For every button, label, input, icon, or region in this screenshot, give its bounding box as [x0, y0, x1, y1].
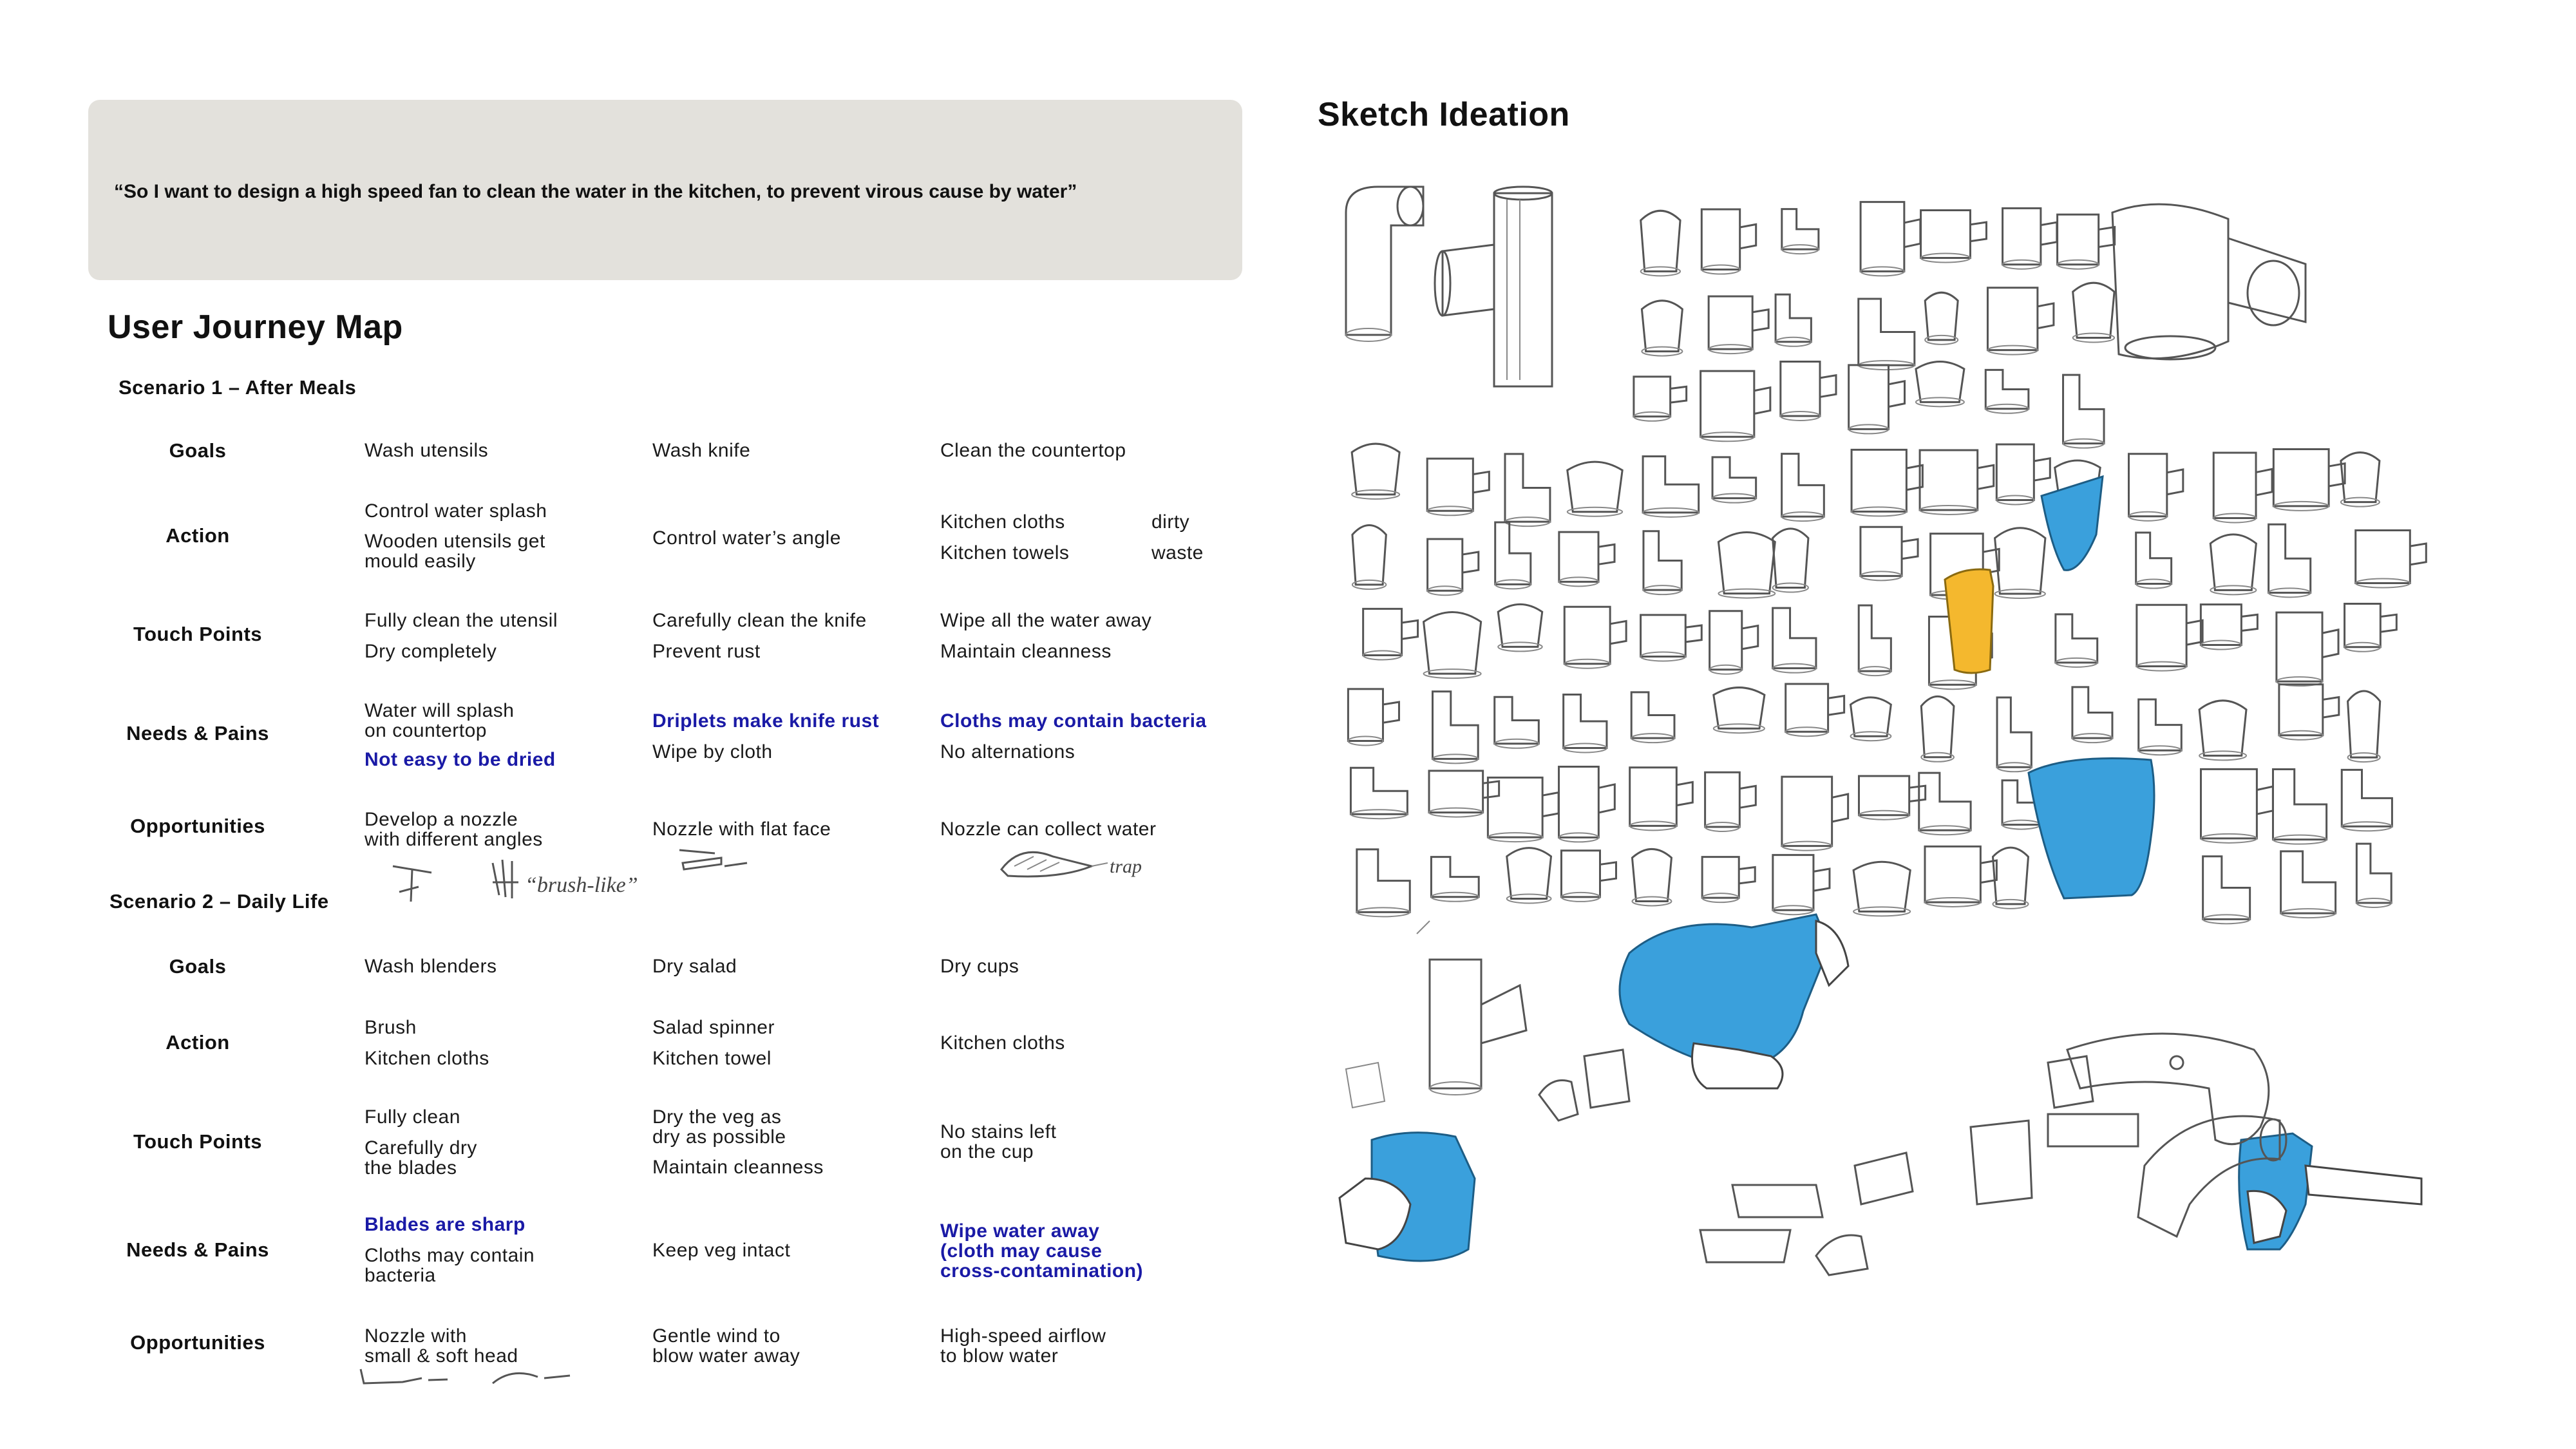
s1-needs-2: Driplets make knife rust Wipe by cloth: [652, 710, 880, 762]
s1-action-2: Control water’s angle: [652, 527, 841, 549]
s2-touch-3: No stains left on the cup: [940, 1121, 1057, 1162]
nozzle-sketch: [1507, 848, 1551, 899]
nozzle-sketch: [1424, 612, 1481, 674]
nozzle-sketch: [1852, 450, 1922, 511]
nozzle-sketch: [2273, 450, 2345, 506]
nozzle-sketch: [1352, 444, 1399, 495]
nozzle-sketch: [1919, 773, 1971, 830]
s1-action-3: Kitchen cloths Kitchen towels: [940, 511, 1070, 564]
s2-needs-1: Blades are sharp Cloths may contain bacteria: [365, 1214, 535, 1286]
nozzle-sketch: [1709, 296, 1768, 349]
nozzle-sketch: [1495, 697, 1539, 744]
s1-label-touch-points: Touch Points: [133, 623, 263, 645]
nozzle-sketch: [1714, 688, 1765, 729]
s1-opp-1: Develop a nozzle with different angles: [365, 809, 543, 850]
nozzle-sketch: [1348, 689, 1399, 741]
nozzle-sketch: [2277, 612, 2338, 681]
s1-touch-3: Wipe all the water away Maintain cleanness: [940, 610, 1152, 662]
nozzle-sketch: [1712, 457, 1756, 498]
nozzle-sketch: [1431, 857, 1479, 897]
nozzle-sketch: [2136, 533, 2172, 584]
nozzle-sketch: [2139, 699, 2182, 750]
s2-action-1: Brush Kitchen cloths: [365, 1017, 489, 1069]
nozzle-sketch: [1921, 696, 1954, 757]
s2-goal-2: Dry salad: [652, 956, 737, 977]
s1-opp-2: Nozzle with flat face: [652, 819, 831, 840]
s2-opp-1-doodle: [357, 1364, 583, 1390]
s2-needs-3: Wipe water away (cloth may cause cross-contamination): [940, 1220, 1144, 1282]
nozzle-sketch: [2129, 454, 2183, 516]
nozzle-sketch: [1773, 855, 1830, 911]
nozzle-sketch: [2210, 535, 2256, 590]
s2-opp-1: Nozzle with small & soft head: [365, 1325, 518, 1367]
s2-label-opportunities: Opportunities: [130, 1331, 265, 1354]
nozzle-sketch: [2269, 524, 2311, 592]
s1-label-needs-pains: Needs & Pains: [126, 722, 269, 744]
nozzle-sketch: [1851, 697, 1891, 736]
nozzle-sketch: [1782, 777, 1848, 846]
nozzle-sketch: [2213, 453, 2272, 518]
s1-doodle-brush-note: “brush-like”: [525, 873, 638, 897]
nozzle-sketch: [1561, 851, 1616, 897]
nozzle-sketch: [2072, 687, 2112, 738]
nozzle-sketch: [1357, 849, 1410, 913]
nozzle-sketch: [2003, 208, 2057, 264]
s1-action-1: Control water splash Wooden utensils get mould easily: [365, 500, 547, 572]
nozzle-sketch: [1987, 288, 2053, 350]
nozzle-sketch: [1925, 846, 1996, 902]
s1-opp-3-doodle: [995, 840, 1175, 886]
nozzle-sketch: [2279, 685, 2339, 735]
nozzle-sketch: [2345, 603, 2397, 647]
s1-goal-2: Wash knife: [652, 440, 751, 461]
nozzle-sketch: [1631, 692, 1674, 738]
nozzle-sketch: [1427, 459, 1489, 511]
nozzle-sketch: [2273, 769, 2326, 839]
nozzle-sketch: [1505, 454, 1550, 522]
nozzle-sketch: [1861, 527, 1918, 576]
nozzle-sketch: [2281, 851, 2336, 913]
s1-goal-1: Wash utensils: [365, 440, 489, 461]
nozzle-sketch: [1916, 361, 1964, 402]
nozzle-sketch: [1643, 531, 1681, 590]
nozzle-sketch: [1859, 299, 1915, 365]
nozzle-sketch: [2203, 857, 2250, 920]
nozzle-sketch: [2356, 530, 2427, 583]
nozzle-sketch: [1776, 294, 1811, 342]
nozzle-sketch: [1853, 862, 1910, 911]
nozzle-sketch: [1701, 371, 1770, 437]
nozzle-sketch: [1567, 462, 1622, 512]
s2-touch-2: Dry the veg as dry as possible Maintain cleanness: [652, 1106, 824, 1178]
nozzle-sketch: [1710, 611, 1758, 670]
nozzle-sketch: [1632, 849, 1671, 901]
nozzle-sketch: [1993, 848, 2028, 904]
s2-touch-1: Fully clean Carefully dry the blades: [365, 1106, 477, 1179]
nozzle-sketch: [1781, 362, 1836, 416]
nozzle-sketch: [2342, 770, 2392, 826]
nozzle-sketch: [2356, 844, 2391, 903]
s1-label-goals: Goals: [169, 439, 227, 462]
nozzle-sketch: [1995, 528, 2045, 594]
s2-label-needs-pains: Needs & Pains: [126, 1238, 269, 1261]
nozzle-sketch: [1363, 609, 1418, 655]
s2-goal-3: Dry cups: [940, 956, 1019, 977]
nozzle-sketch: [1428, 539, 1479, 591]
nozzle-sketch: [1925, 292, 1958, 340]
blue-nozzle-sketch-top: [2041, 477, 2103, 570]
nozzle-sketch: [1702, 857, 1755, 898]
nozzle-sketch: [1559, 532, 1615, 582]
s1-opp-2-doodle: [676, 844, 753, 882]
nozzle-sketch: [1498, 604, 1542, 647]
nozzle-sketch: [2058, 214, 2115, 265]
nozzle-sketch: [1559, 766, 1615, 837]
nozzle-sketch: [1642, 301, 1682, 352]
s2-opp-3: High-speed airflow to blow water: [940, 1325, 1106, 1367]
nozzle-sketch: [1861, 202, 1920, 272]
nozzle-sketch: [1643, 457, 1699, 513]
s1-label-opportunities: Opportunities: [130, 815, 265, 837]
nozzle-sketch: [1718, 532, 1775, 593]
s2-label-goals: Goals: [169, 955, 227, 978]
nozzle-sketch: [1705, 772, 1756, 827]
nozzle-sketch: [1433, 692, 1479, 759]
nozzle-sketch: [2201, 769, 2273, 838]
nozzle-sketch: [1849, 365, 1905, 430]
journey-title: User Journey Map: [108, 308, 403, 346]
s1-touch-1: Fully clean the utensil Dry completely: [365, 610, 558, 662]
nozzle-sketch: [1641, 615, 1702, 657]
nozzle-sketch: [1859, 605, 1891, 671]
nozzle-sketch: [1641, 211, 1680, 271]
s1-touch-2: Carefully clean the knife Prevent rust: [652, 610, 867, 662]
nozzle-sketch: [2063, 375, 2105, 444]
small-nozzle-sketches: [1348, 202, 2426, 924]
nozzle-sketch: [1630, 768, 1693, 826]
nozzle-sketch: [1701, 209, 1756, 270]
nozzle-sketch: [1352, 526, 1386, 585]
nozzle-sketch: [1634, 377, 1687, 417]
s1-label-action: Action: [166, 524, 230, 547]
s2-opp-2: Gentle wind to blow water away: [652, 1325, 800, 1367]
sketch-title: Sketch Ideation: [1318, 96, 1570, 133]
scenario1-title: Scenario 1 – After Meals: [118, 376, 357, 399]
nozzle-sketch: [2201, 605, 2257, 645]
nozzle-sketch: [1782, 454, 1824, 517]
nozzle-sketch: [2341, 453, 2380, 502]
s2-action-3: Kitchen cloths: [940, 1032, 1065, 1054]
s1-doodle-trap-note: trap: [1110, 856, 1142, 877]
nozzle-sketch: [1350, 768, 1407, 814]
nozzle-sketch: [1564, 607, 1626, 663]
scenario2-title: Scenario 2 – Daily Life: [109, 890, 329, 913]
nozzle-sketch: [2199, 701, 2246, 756]
nozzle-sketch: [1997, 697, 2031, 767]
nozzle-sketch: [2348, 691, 2380, 757]
nozzle-sketch: [1996, 444, 2050, 500]
s2-needs-2: Keep veg intact: [652, 1240, 791, 1261]
nozzle-sketch: [2137, 605, 2202, 666]
nozzle-sketch: [1859, 776, 1925, 815]
s2-goal-1: Wash blenders: [365, 956, 497, 977]
nozzle-sketch: [1773, 608, 1816, 668]
nozzle-sketch: [1786, 684, 1844, 732]
nozzle-sketch: [1921, 211, 1987, 258]
nozzle-sketch: [1920, 450, 1994, 510]
s1-needs-1: Water will splash on countertop Not easy to be dried: [365, 700, 556, 770]
nozzle-sketch: [1782, 209, 1819, 250]
quote-text: “So I want to design a high speed fan to clean the water in the kitchen, to prevent virous cause by water”: [114, 181, 1077, 202]
nozzle-sketch: [1773, 529, 1808, 588]
s1-needs-3: Cloths may contain bacteria No alternations: [940, 710, 1207, 762]
quote-banner: [88, 100, 1242, 280]
blue-nozzle-sketch-mid: [2029, 759, 2154, 899]
nozzle-sketch: [1564, 694, 1607, 748]
blue-handheld-sketch: [1620, 914, 1829, 1069]
nozzle-sketch: [1495, 522, 1531, 584]
nozzle-sketch: [1985, 370, 2029, 408]
sketch-ideation-board: [1327, 174, 2434, 1314]
nozzle-sketch-grid: [1346, 187, 2306, 386]
s2-action-2: Salad spinner Kitchen towel: [652, 1017, 775, 1069]
s2-label-touch-points: Touch Points: [133, 1130, 263, 1153]
nozzle-sketch: [2056, 614, 2098, 663]
s1-opp-3: Nozzle can collect water: [940, 819, 1157, 840]
s1-opp-1-doodle: [380, 847, 650, 911]
s1-goal-3: Clean the countertop: [940, 440, 1126, 461]
s1-action-3-notes: dirty waste: [1151, 511, 1204, 564]
nozzle-sketch: [2073, 283, 2114, 337]
yellow-nozzle-sketch: [1945, 569, 1993, 673]
s2-label-action: Action: [166, 1031, 230, 1054]
